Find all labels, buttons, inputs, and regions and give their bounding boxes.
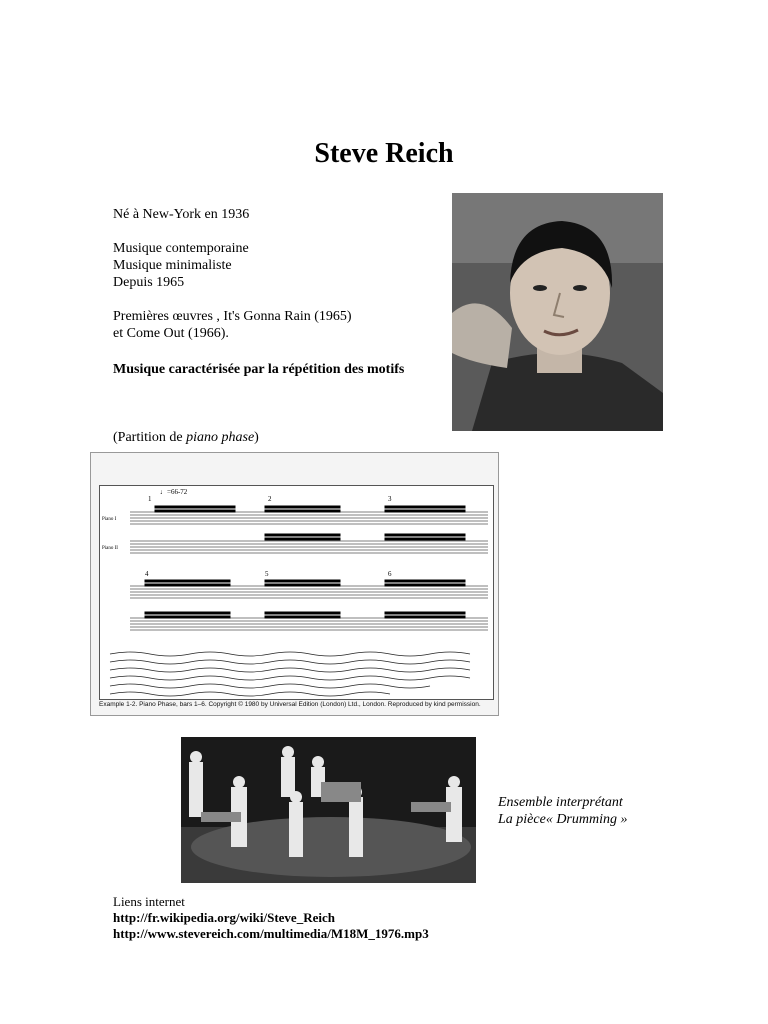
links-label: Liens internet	[113, 894, 185, 909]
page-title: Steve Reich	[314, 138, 454, 169]
ensemble-caption-line2: La pièce« Drumming »	[498, 812, 628, 827]
first-works-line1: Premières œuvres , It's Gonna Rain (1965)	[113, 309, 352, 324]
staff-label: Piano I	[102, 517, 117, 522]
score-frame	[99, 485, 494, 700]
score-figure-caption: Example 1-2. Piano Phase, bars 1–6. Copyright © 1980 by Universal Edition (London) Ltd., London. Reproduced by kind permission.	[99, 701, 481, 708]
portrait-photo	[452, 193, 663, 431]
score-caption-suffix: )	[254, 430, 259, 445]
ensemble-photo	[181, 737, 476, 883]
tempo-mark: ♩=66-72	[160, 488, 188, 496]
score-caption-title: piano phase	[186, 430, 255, 445]
measure-number: 6	[388, 570, 392, 578]
since-year: Depuis 1965	[113, 275, 185, 290]
ensemble-caption-line1: Ensemble interprétant	[498, 795, 623, 810]
measure-number: 4	[145, 570, 149, 578]
measure-number: 2	[268, 495, 272, 503]
score-image	[90, 452, 499, 716]
mp3-link[interactable]: http://www.stevereich.com/multimedia/M18M_1976.mp3	[113, 926, 429, 941]
score-caption-prefix: (Partition de	[113, 430, 187, 445]
first-works-line2: et Come Out (1966).	[113, 326, 229, 341]
birth-info: Né à New-York en 1936	[113, 207, 250, 222]
measure-number: 5	[265, 570, 269, 578]
measure-number: 1	[148, 495, 152, 503]
score-caption	[113, 429, 259, 446]
measure-number: 3	[388, 495, 392, 503]
staff-label: Piano II	[102, 546, 118, 551]
genre-minimalist: Musique minimaliste	[113, 258, 232, 273]
wikipedia-link[interactable]: http://fr.wikipedia.org/wiki/Steve_Reich	[113, 910, 335, 925]
genre-contemporary: Musique contemporaine	[113, 241, 249, 256]
characterization: Musique caractérisée par la répétition des motifs	[113, 362, 405, 377]
